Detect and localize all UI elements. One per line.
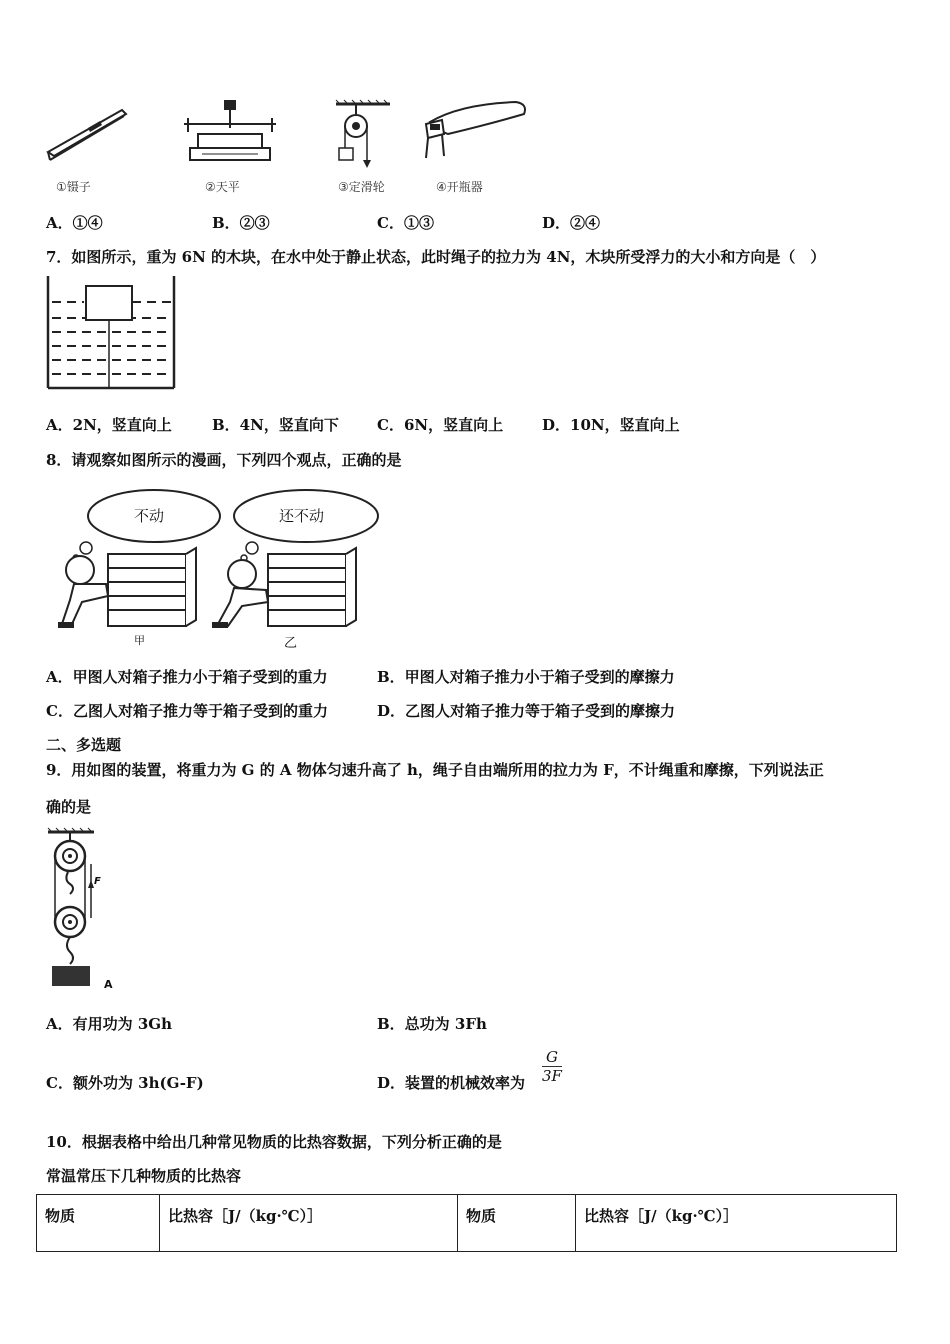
object-label: A [104, 978, 113, 991]
q8-stem: 8．请观察如图所示的漫画，下列四个观点，正确的是 [46, 451, 402, 469]
q8-option-d[interactable]: D．乙图人对箱子推力等于箱子受到的摩擦力 [377, 702, 676, 720]
q6-option-b[interactable]: B．②③ [212, 214, 270, 232]
q8-option-b[interactable]: B．甲图人对箱子推力小于箱子受到的摩擦力 [377, 668, 675, 686]
q8-option-a[interactable]: A．甲图人对箱子推力小于箱子受到的重力 [46, 668, 328, 686]
q9-stem-line1: 9．用如图的装置，将重力为 G 的 A 物体匀速升高了 h，绳子自由端所用的拉力为 F，不计绳重和摩擦，下列说法正 [46, 761, 824, 779]
q7-option-c[interactable]: C．6N，竖直向上 [377, 416, 504, 434]
q7-option-d[interactable]: D．10N，竖直向上 [542, 416, 680, 434]
q7-stem: 7．如图所示，重为 6N 的木块，在水中处于静止状态，此时绳子的拉力为 4N，木块所受浮力的大小和方向是（ ） [46, 248, 826, 266]
q7-option-b[interactable]: B．4N，竖直向下 [212, 416, 339, 434]
q7-option-a[interactable]: A．2N，竖直向上 [46, 416, 172, 434]
caption-pulley: ③定滑轮 [338, 180, 385, 194]
q9-stem-line2: 确的是 [46, 798, 92, 816]
q10-stem: 10．根据表格中给出几种常见物质的比热容数据，下列分析正确的是 [46, 1133, 502, 1151]
fixed-pulley-figure [334, 100, 394, 172]
cartoon-label-jia: 甲 [134, 634, 145, 647]
header-substance-2: 物质 [458, 1195, 576, 1252]
efficiency-fraction [542, 1048, 562, 1085]
water-tank-figure [46, 276, 176, 390]
bubble-text-2: 还不动 [279, 507, 325, 525]
pushing-box-cartoon [46, 484, 392, 654]
bottle-opener-figure [420, 98, 530, 164]
fraction-numerator: G [542, 1048, 562, 1067]
bubble-text-1: 不动 [134, 507, 165, 525]
q9-option-d[interactable]: D．装置的机械效率为 [377, 1074, 526, 1092]
specific-heat-table [36, 1194, 897, 1252]
q9-option-a[interactable]: A．有用功为 3Gh [46, 1015, 173, 1033]
q6-option-d[interactable]: D．②④ [542, 214, 601, 232]
cartoon-label-yi: 乙 [284, 636, 298, 651]
pulley-block-figure [46, 828, 116, 988]
caption-balance: ②天平 [205, 180, 240, 194]
caption-bottle-opener: ④开瓶器 [436, 180, 483, 194]
caption-tweezers: ①镊子 [56, 180, 91, 194]
force-label: F [94, 876, 101, 887]
q9-option-c[interactable]: C．额外功为 3h(G-F) [46, 1074, 204, 1092]
table-header-row [37, 1195, 897, 1252]
balance-figure [180, 98, 280, 168]
q6-option-c[interactable]: C．①③ [377, 214, 434, 232]
section-heading-multiple-choice: 二、多选题 [46, 736, 122, 754]
q8-option-c[interactable]: C．乙图人对箱子推力等于箱子受到的重力 [46, 702, 328, 720]
tweezers-figure [44, 102, 134, 172]
header-specific-heat-1: 比热容［J/（kg·℃）］ [160, 1195, 458, 1252]
fraction-denominator: 3F [542, 1067, 562, 1085]
table-title: 常温常压下几种物质的比热容 [46, 1167, 242, 1185]
q6-option-a[interactable]: A．①④ [46, 214, 103, 232]
header-specific-heat-2: 比热容［J/（kg·℃）］ [576, 1195, 897, 1252]
q9-option-b[interactable]: B．总功为 3Fh [377, 1015, 487, 1033]
header-substance-1: 物质 [37, 1195, 160, 1252]
